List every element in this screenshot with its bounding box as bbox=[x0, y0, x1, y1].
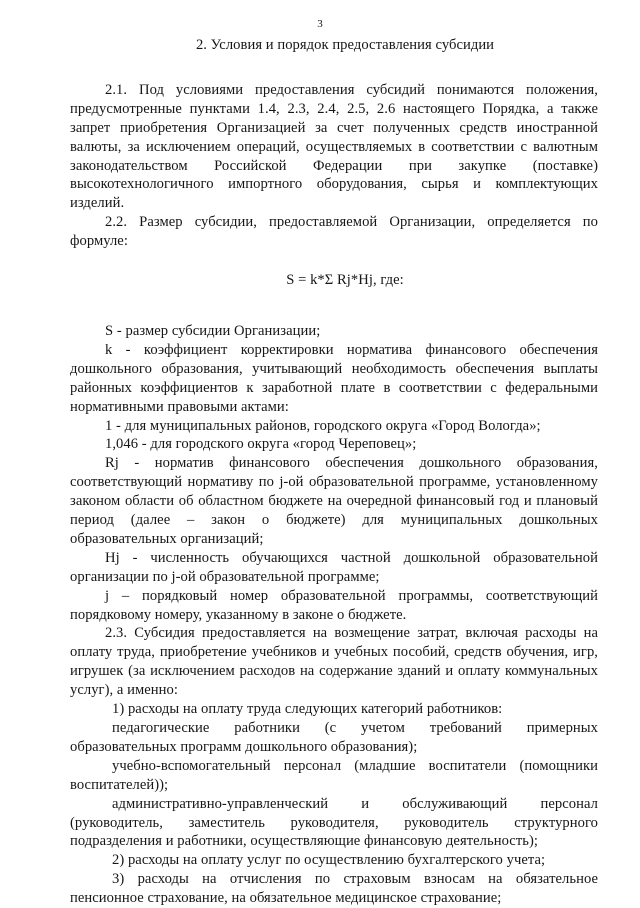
page-number: 3 bbox=[317, 18, 323, 30]
list-item-2: 2) расходы на оплату услуг по осуществлению бухгалтерского учета; bbox=[112, 852, 546, 869]
list-item-1-teachers: педагогические работники (с учетом требований примерных образовательных программ дошкольного образования); bbox=[70, 720, 598, 755]
list-item-3: 3) расходы на отчисления по страховым взносам на обязательное пенсионное страхование, на обязательное медицинское страхование; bbox=[70, 871, 598, 907]
list-item-1: 1) расходы на оплату труда следующих категорий работников: bbox=[112, 701, 503, 718]
coefficient-value-1: 1 - для муниципальных районов, городского округа «Город Вологда»; bbox=[105, 417, 541, 434]
paragraph-2-2: 2.2. Размер субсидии, предоставляемой Организации, определяется по формуле: bbox=[70, 214, 598, 250]
coefficient-value-2: 1,046 - для городского округа «город Череповец»; bbox=[105, 436, 417, 453]
definition-s: S - размер субсидии Организации; bbox=[105, 322, 321, 339]
list-item-1-support-staff: учебно-вспомогательный персонал (младшие воспитатели (помощники воспитателей)); bbox=[70, 757, 598, 793]
paragraph-2-1: 2.1. Под условиями предоставления субсидий понимаются положения, предусмотренные пунктами 1.4, 2.3, 2.4, 2.5, 2.6 настоящего Порядка, а также запрет приобретения Организацией за счет полученных средств иностранной валюты, за исключением операций, осуществляемых в соответствии с валютным законодательством Российской Федерации при закупке (поставке) высокотехнологичного импортного оборудования, сырья и комплектующих изделий. bbox=[70, 81, 598, 212]
paragraph-2-3: 2.3. Субсидия предоставляется на возмещение затрат, включая расходы на оплату труда, приобретение учебников и учебных пособий, средств обучения, игр, игрушек (за исключением расходов на содержание зданий и оплату коммунальных услуг), а именно: bbox=[70, 625, 598, 699]
list-item-1-admin-staff: административно-управленческий и обслуживающий персонал (руководитель, заместитель руководителя, руководитель структурного подразделения и работники, осуществляющие финансовую деятельность); bbox=[70, 795, 598, 850]
subsidy-formula: S = k*Σ Rj*Hj, где: bbox=[286, 272, 404, 289]
definition-k: k - коэффициент корректировки норматива финансового обеспечения дошкольного образования, учитывающий необходимость обеспечения выплаты районных коэффициентов к заработной плате в соответствии с федеральными нормативными правовыми актами: bbox=[70, 341, 598, 415]
section-title: 2. Условия и порядок предоставления субсидии bbox=[195, 37, 495, 53]
definition-rj: Rj - норматив финансового обеспечения дошкольного образования, соответствующий нормативу по j-ой образовательной программе, установленному законом области об областном бюджете на очередной финансовый год и плановый период (далее – закон о бюджете) для муниципальных дошкольных образовательных организаций; bbox=[70, 455, 598, 547]
definition-hj: Hj - численность обучающихся частной дошкольной образовательной организации по j-ой образовательной программе; bbox=[70, 549, 598, 585]
definition-j: j – порядковый номер образовательной программы, соответствующий порядковому номеру, указанному в законе о бюджете. bbox=[70, 587, 598, 623]
document-body bbox=[70, 36, 598, 908]
